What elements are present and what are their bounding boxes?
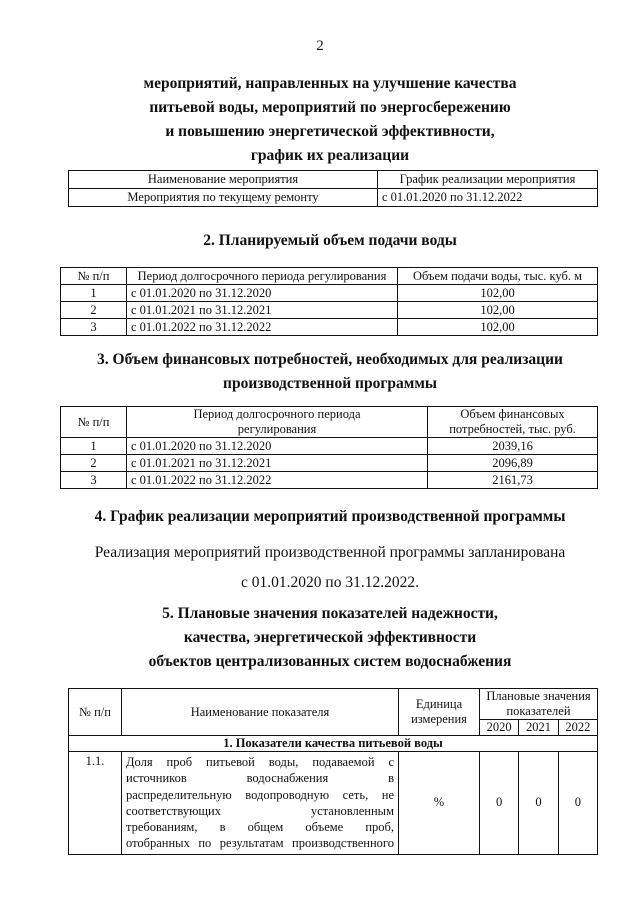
table-row [61,285,598,302]
table-cell: 0 [558,752,597,855]
financial-needs-table [60,406,598,489]
indicator-name-line: отобранных по результатам производственного [126,836,394,851]
page-number: 2 [316,38,324,54]
table-row [61,319,598,336]
table-row [61,455,598,472]
table-cell: 3 [61,319,127,336]
table-cell: 0 [519,752,558,855]
table-cell: % [399,752,480,855]
column-header: № п/п [61,407,127,438]
column-header: № п/п [61,268,127,285]
table-cell: с 01.01.2020 по 31.12.2022 [378,189,598,207]
column-header: График реализации мероприятия [378,171,598,189]
year-header: 2020 [480,720,519,736]
table-cell: с 01.01.2021 по 31.12.2021 [127,302,398,319]
events-table [68,170,598,207]
table-cell: 1.1. [69,752,122,855]
column-header: Объем финансовых потребностей, тыс. руб. [428,407,598,438]
column-header: Наименование показателя [122,689,399,736]
indicator-name-line: Доля проб питьевой воды, подаваемой с [126,755,394,769]
indicator-name-line: соответствующих установленным [126,803,394,818]
table-cell: 2161,73 [428,472,598,489]
column-header: Объем подачи воды, тыс. куб. м [398,268,598,285]
table-header-row [61,407,598,438]
column-header: Единица измерения [399,689,480,736]
section-4-title: 4. График реализации мероприятий производственной программы [94,508,566,525]
column-header: Период долгосрочного периода регулирования [127,268,398,285]
table-cell: 2 [61,302,127,319]
indicator-name-line: требованиям, в общем объеме проб, [126,820,394,835]
table-cell: 2096,89 [428,455,598,472]
table-cell: 1 [61,438,127,455]
section-3-title-line: производственной программы [223,375,437,392]
table-row [61,302,598,319]
table-header-row [69,689,598,720]
section-5-title [60,602,600,674]
indicator-name-line: источников водоснабжения в [126,771,394,786]
section-4-text-line: Реализация мероприятий производственной программы запланирована [94,544,566,561]
table-cell: 2039,16 [428,438,598,455]
table-row [61,438,598,455]
section-4-text-line: с 01.01.2020 по 31.12.2022. [241,574,419,591]
section-3-title-line: 3. Объем финансовых потребностей, необходимых для реализации [97,351,563,368]
table-cell: с 01.01.2021 по 31.12.2021 [127,455,428,472]
column-header: Наименование мероприятия [69,171,378,189]
column-header: № п/п [69,689,122,736]
year-header: 2022 [558,720,597,736]
intro-title-line: график их реализации [250,147,410,164]
table-cell: с 01.01.2020 по 31.12.2020 [127,438,428,455]
column-header: Период долгосрочного периода регулирования [127,407,428,438]
table-cell: с 01.01.2020 по 31.12.2020 [127,285,398,302]
table-cell: с 01.01.2022 по 31.12.2022 [127,472,428,489]
table-cell: 2 [61,455,127,472]
table-row [61,472,598,489]
section-5-title-line: 5. Плановые значения показателей надежности, [162,605,498,622]
column-header: Плановые значения показателей [480,689,598,720]
table-cell: с 01.01.2022 по 31.12.2022 [127,319,398,336]
indicators-table [68,688,598,855]
table-cell: 0 [480,752,519,855]
table-group-row [69,736,598,752]
indicator-name-cell [122,752,399,855]
intro-title-line: питьевой воды, мероприятий по энергосбережению [149,99,511,116]
table-cell: 102,00 [398,285,598,302]
table-cell: 102,00 [398,319,598,336]
table-row [69,752,598,855]
table-row [69,189,598,207]
year-header: 2021 [519,720,558,736]
water-supply-table [60,267,598,336]
table-header-row [61,268,598,285]
section-5-title-line: объектов централизованных систем водоснабжения [148,653,512,670]
section-5-title-line: качества, энергетической эффективности [183,629,477,646]
table-cell: 3 [61,472,127,489]
section-2-title: 2. Планируемый объем подачи воды [203,232,457,249]
group-title: 1. Показатели качества питьевой воды [69,736,598,752]
table-cell: Мероприятия по текущему ремонту [69,189,378,207]
table-header-row [69,171,598,189]
section-3-title [60,348,600,396]
intro-title [60,72,600,168]
table-cell: 102,00 [398,302,598,319]
table-cell: 1 [61,285,127,302]
intro-title-line: и повышению энергетической эффективности, [165,123,495,140]
intro-title-line: мероприятий, направленных на улучшение качества [143,75,517,92]
indicator-name-line: распределительную водопроводную сеть, не [126,787,394,802]
section-4-text [60,538,600,598]
